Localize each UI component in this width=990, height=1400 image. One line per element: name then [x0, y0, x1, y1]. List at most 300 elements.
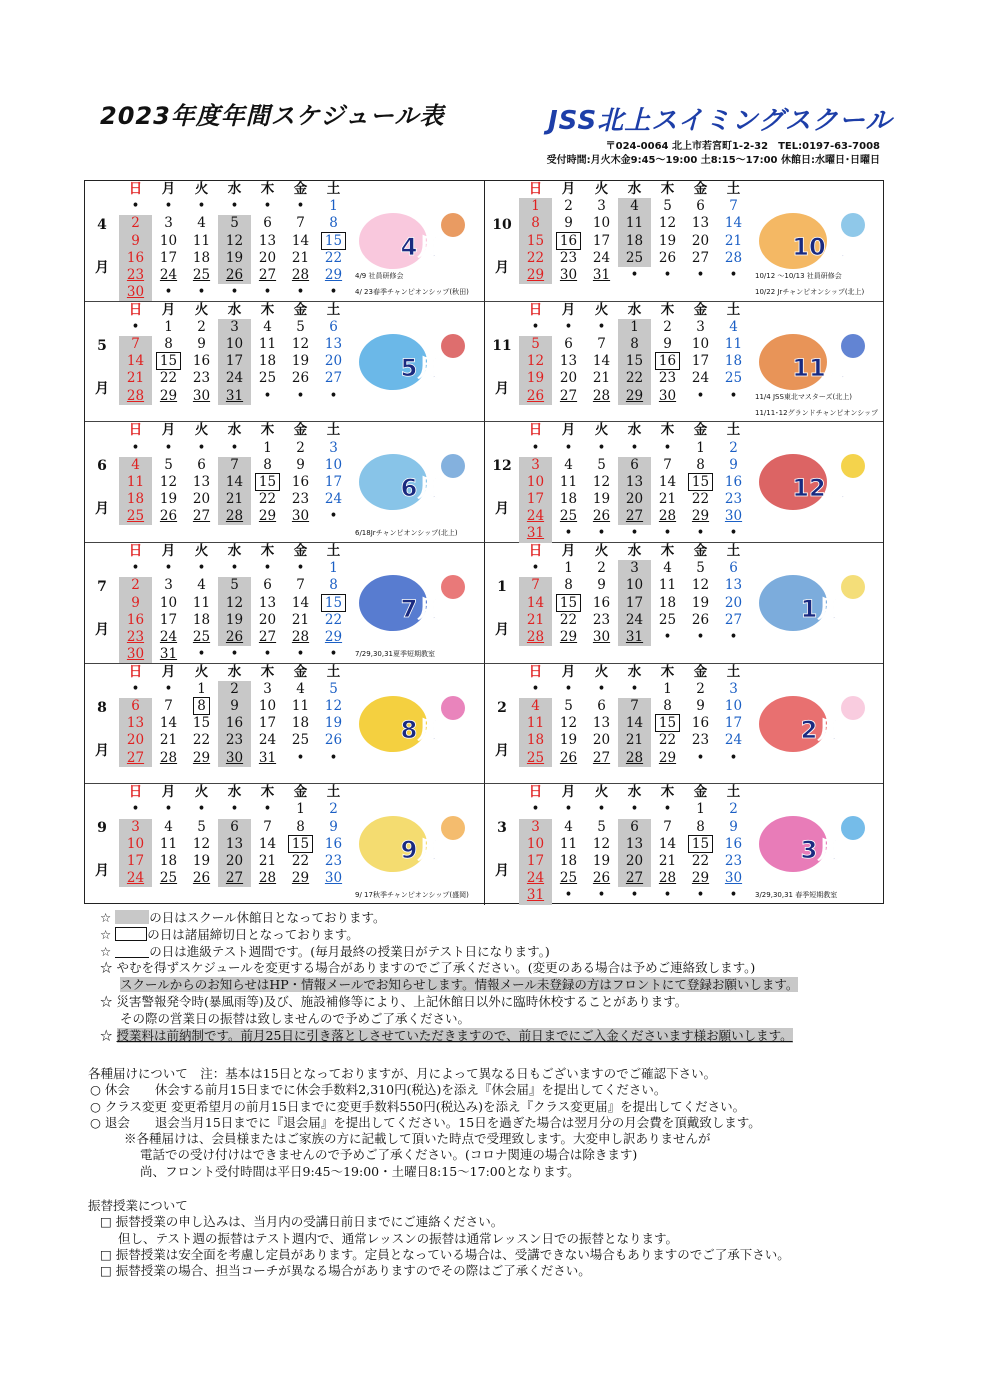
- calendar-day: 17: [691, 353, 710, 370]
- calendar-day: •: [131, 560, 140, 577]
- calendar-day: 2: [729, 439, 738, 456]
- calendar-day: •: [263, 198, 272, 215]
- calendar-day: •: [329, 749, 338, 766]
- calendar-day: 8: [329, 577, 338, 594]
- calendar-day: 7: [519, 577, 552, 594]
- weekday-header: 日: [128, 181, 143, 197]
- calendar-day: 9: [197, 336, 206, 353]
- calendar-day: •: [329, 387, 338, 404]
- calendar-day: 28: [618, 750, 651, 767]
- calendar-day: 22: [618, 370, 651, 387]
- weekday-header: 金: [693, 542, 708, 559]
- calendar-day: 13: [119, 715, 152, 732]
- calendar-day: 12: [218, 233, 251, 250]
- weekday-header: 木: [660, 422, 675, 439]
- calendar-day: 11: [258, 336, 277, 353]
- calendar-day: 28: [291, 628, 310, 645]
- legend: ☆ の日はスクール休館日となっております。 ☆ の日は諸届締切日となっております。 ☆ の日は進級テスト週間です。(毎月最終の授業日がテスト日になります。) ☆ やむを得ずスケジュールを変更する場合がありますのでご了承ください。(変更のある場合は予めご連絡致します。) スクールからのお知らせはHP・情報メールでお知らせします。情報メール未登録の方はフロントにて登録お願いします。 ☆ 災害警報発令時(暴風雨等)及び、施設補修等により、上記休館日以外に臨時休校することがあります。 その際の営業日の振替は致しませんので予めご了承ください。 ☆ 授業料は前納制です。前月25日に引き落としさせていただきますので、前日までにご入金くださいます様お願いします。: [100, 910, 799, 1043]
- calendar-day: 20: [618, 491, 651, 508]
- calendar-day: 13: [592, 715, 611, 732]
- calendar-day: •: [197, 198, 206, 215]
- calendar-day: 22: [159, 370, 178, 387]
- calendar-day: 11: [291, 698, 310, 714]
- weekday-header: 火: [194, 181, 209, 197]
- weekday-header: 月: [561, 784, 576, 801]
- calendar-day: 4: [164, 818, 173, 835]
- calendar-day: 28: [291, 266, 310, 283]
- calendar-day: 13: [559, 353, 578, 370]
- calendar-day: 27: [559, 387, 578, 404]
- calendar-day: •: [230, 560, 239, 577]
- calendar-day: 3: [519, 819, 552, 836]
- calendar-day: •: [230, 198, 239, 215]
- calendar-day: 18: [559, 491, 578, 508]
- calendar-day: 31: [618, 629, 651, 646]
- calendar-day: 14: [291, 594, 310, 611]
- calendar-day: 21: [119, 370, 152, 387]
- calendar-day: 16: [324, 835, 343, 852]
- calendar-day: 3: [696, 318, 705, 335]
- month-illustration-svg: [755, 203, 873, 273]
- weekday-header: 土: [726, 422, 741, 439]
- calendar-day: 5: [329, 680, 338, 697]
- calendar-day: 15: [651, 715, 684, 732]
- calendar-day: 13: [618, 836, 651, 853]
- month-illustration-svg: [355, 324, 473, 394]
- month-suffix: 月: [495, 501, 509, 518]
- calendar-day: 4: [296, 680, 305, 697]
- calendar-day: •: [296, 749, 305, 766]
- calendar-day: 6: [329, 318, 338, 335]
- calendar-day: 6: [618, 457, 651, 474]
- calendar-day: •: [630, 439, 639, 456]
- illustration-month-text: 10月: [792, 233, 850, 261]
- calendar-day: 19: [192, 853, 211, 870]
- calendar-day: 17: [618, 595, 651, 612]
- calendar-day: 9: [329, 818, 338, 835]
- weekday-header: 日: [128, 663, 143, 680]
- month-calendar: [119, 422, 351, 525]
- calendar-day: 19: [218, 250, 251, 267]
- calendar-day: 25: [559, 870, 578, 887]
- calendar-day: •: [696, 749, 705, 766]
- calendar-day: 3: [519, 457, 552, 474]
- calendar-day: 1: [564, 560, 573, 577]
- calendar-day: 7: [263, 818, 272, 835]
- calendar-day: 21: [618, 732, 651, 749]
- calendar-day: 18: [724, 353, 743, 370]
- calendar-day: 26: [159, 508, 178, 525]
- weekday-header: 火: [194, 422, 209, 439]
- calendar-day: 21: [592, 370, 611, 387]
- calendar-day: 7: [296, 577, 305, 594]
- calendar-day: 28: [592, 387, 611, 404]
- calendar-day: 25: [519, 750, 552, 767]
- weekday-header: 土: [326, 784, 341, 801]
- calendar-day: •: [197, 439, 206, 456]
- calendar-day: 9: [296, 456, 305, 473]
- calendar-day: 29: [324, 266, 343, 283]
- weekday-header: 木: [260, 301, 275, 318]
- month-suffix: 月: [95, 742, 109, 759]
- calendar-day: 8: [185, 698, 218, 715]
- illustration-accent: [841, 696, 865, 720]
- month-number: 9: [97, 820, 107, 837]
- calendar-day: 24: [519, 508, 552, 525]
- calendar-day: 26: [592, 508, 611, 525]
- calendar-day: 21: [218, 491, 251, 508]
- calendar-day: 14: [258, 835, 277, 852]
- calendar-day: 12: [592, 835, 611, 852]
- calendar-day: 11: [119, 474, 152, 491]
- calendar-day: 16: [691, 715, 710, 732]
- weekday-header: 土: [326, 301, 341, 318]
- calendar-day: 21: [291, 611, 310, 628]
- calendar-day: •: [630, 266, 639, 283]
- calendar-day: 1: [197, 680, 206, 697]
- calendar-day: •: [164, 439, 173, 456]
- calendar-day: 4: [263, 318, 272, 335]
- weekday-header: 月: [561, 301, 576, 318]
- calendar-day: 12: [559, 715, 578, 732]
- calendar-day: 22: [324, 249, 343, 266]
- calendar-day: 5: [296, 318, 305, 335]
- calendar-day: •: [131, 198, 140, 215]
- weekday-header: 月: [561, 422, 576, 439]
- month-calendar: [519, 422, 751, 542]
- illustration-accent: [841, 816, 865, 840]
- calendar-day: •: [531, 439, 540, 456]
- calendar-day: •: [696, 387, 705, 404]
- illustration-accent: [441, 816, 465, 840]
- illustration-month-text: 6月: [400, 474, 442, 503]
- calendar-day: •: [131, 318, 140, 335]
- calendar-day: 14: [658, 835, 677, 852]
- month-number: 3: [497, 820, 507, 837]
- calendar-day: 12: [324, 698, 343, 714]
- calendar-day: 4: [618, 198, 651, 215]
- weekday-header: 日: [128, 784, 143, 801]
- calendar-day: 18: [119, 491, 152, 508]
- calendar-day: 16: [592, 594, 611, 611]
- weekday-header: 土: [726, 663, 741, 680]
- calendar-day: 18: [559, 853, 578, 870]
- calendar-day: 26: [658, 249, 677, 266]
- calendar-day: 20: [258, 611, 277, 628]
- calendar-day: 30: [192, 387, 211, 404]
- month-suffix: 月: [495, 260, 509, 276]
- page-title: 2023年度年間スケジュール表: [100, 102, 445, 130]
- calendar-day: •: [197, 284, 206, 301]
- calendar-day: •: [630, 680, 639, 697]
- calendar-day: •: [329, 646, 338, 663]
- weekday-header: 土: [326, 422, 341, 439]
- calendar-day: 16: [119, 250, 152, 267]
- weekday-header: 月: [561, 542, 576, 559]
- calendar-day: 8: [519, 215, 552, 232]
- calendar-day: 7: [164, 698, 173, 714]
- calendar-day: 23: [724, 853, 743, 870]
- calendar-day: 1: [263, 439, 272, 456]
- calendar-day: 13: [618, 474, 651, 491]
- calendar-day: 24: [324, 491, 343, 508]
- calendar-day: •: [164, 560, 173, 577]
- calendar-day: 18: [192, 249, 211, 266]
- month-number: 12: [492, 458, 512, 475]
- calendar-day: 10: [119, 836, 152, 853]
- calendar-day: 31: [519, 525, 552, 542]
- calendar-day: 10: [592, 215, 611, 232]
- calendar-day: 13: [324, 336, 343, 353]
- calendar-day: 9: [597, 577, 606, 594]
- weekday-header: 水: [227, 181, 242, 197]
- calendar-day: •: [729, 387, 738, 404]
- calendar-day: •: [197, 801, 206, 818]
- weekday-header: 水: [227, 542, 242, 559]
- calendar-day: 19: [691, 594, 710, 611]
- calendar-day: •: [296, 387, 305, 404]
- weekday-header: 月: [561, 181, 576, 197]
- calendar-day: 28: [658, 508, 677, 525]
- calendar-day: 11: [519, 715, 552, 732]
- calendar-day: 27: [324, 370, 343, 387]
- weekday-header: 土: [726, 181, 741, 197]
- calendar-day: 21: [258, 853, 277, 870]
- month-number: 5: [97, 337, 107, 354]
- calendar-day: 24: [159, 266, 178, 283]
- calendar-day: •: [164, 284, 173, 301]
- calendar-day: •: [564, 887, 573, 904]
- calendar-day: 23: [119, 267, 152, 284]
- month-block-8: [85, 664, 485, 785]
- calendar-day: •: [230, 801, 239, 818]
- weekday-header: 火: [594, 663, 609, 680]
- calendar-day: 30: [119, 646, 152, 663]
- calendar-day: 11: [559, 835, 578, 852]
- calendar-day: •: [729, 749, 738, 766]
- calendar-day: 30: [658, 387, 677, 404]
- month-illustration-svg: [355, 686, 473, 756]
- month-calendar: [119, 784, 351, 887]
- calendar-day: 27: [192, 508, 211, 525]
- calendar-day: 30: [119, 284, 152, 301]
- notification-rules: 各種届けについて 注：基本は15日となっておりますが、月によって異なる日もございますのでご確認下さい。 ○ 休会 休会する前月15日までに休会手数料2,310円(税込)を添え『休会届』を提出してください。 ○ クラス変更 変更希望月の前月15日までに変更手数料550円(税込み)を添え『クラス変更届』を提出してください。 ○ 退会 退会当月15日までに『退会届』を提出してください。15日を過ぎた場合は翌月分の月会費を頂戴致します。 ※各種届けは、会員様またはご家族の方に記載して頂いた時点で受理致します。大変申し訳ありませんが 電話での受け付けはできませんので予めご了承ください。(コロナ関連の場合は除きます) 尚、フロント受付時間は平日9:45～19:00・土曜日8:15～17:00となります。: [88, 1066, 761, 1179]
- calendar-day: 14: [592, 353, 611, 370]
- calendar-day: 5: [597, 818, 606, 835]
- month-illustration: [755, 444, 873, 514]
- calendar-day: 5: [164, 456, 173, 473]
- calendar-day: 27: [724, 611, 743, 628]
- calendar-day: 19: [592, 853, 611, 870]
- month-suffix: 月: [95, 621, 109, 638]
- weekday-header: 火: [194, 301, 209, 318]
- calendar-day: 12: [519, 353, 552, 370]
- calendar-day: •: [729, 525, 738, 542]
- calendar-day: 7: [663, 456, 672, 473]
- calendar-day: 18: [258, 353, 277, 370]
- calendar-day: 20: [218, 853, 251, 870]
- calendar-day: •: [131, 439, 140, 456]
- calendar-day: 17: [218, 353, 251, 370]
- calendar-day: •: [663, 525, 672, 542]
- weekday-header: 日: [128, 542, 143, 559]
- weekday-header: 水: [627, 784, 642, 801]
- calendar-day: 24: [592, 249, 611, 266]
- calendar-day: •: [531, 318, 540, 335]
- calendar-day: 16: [192, 353, 211, 370]
- month-calendar: [519, 302, 751, 405]
- month-calendar: [519, 181, 751, 284]
- calendar-day: 9: [663, 336, 672, 353]
- weekday-header: 日: [128, 422, 143, 439]
- month-illustration: [355, 565, 473, 635]
- calendar-day: 5: [197, 818, 206, 835]
- month-suffix: 月: [95, 863, 109, 880]
- month-illustration-svg: [755, 444, 873, 514]
- calendar-day: 20: [324, 353, 343, 370]
- month-illustration-svg: [755, 324, 873, 394]
- calendar-day: 14: [724, 215, 743, 232]
- month-block-3: [485, 784, 883, 905]
- calendar-day: 13: [258, 232, 277, 249]
- calendar-day: 5: [519, 336, 552, 353]
- calendar-day: 25: [192, 266, 211, 283]
- weekday-header: 月: [561, 663, 576, 680]
- weekday-header: 月: [161, 422, 176, 439]
- brand-name: JSS北上スイミングスクール: [548, 106, 893, 136]
- calendar-day: •: [597, 439, 606, 456]
- calendar-day: 21: [658, 853, 677, 870]
- calendar-day: 23: [592, 611, 611, 628]
- weekday-header: 火: [594, 422, 609, 439]
- calendar-day: •: [230, 646, 239, 663]
- calendar-day: 27: [119, 750, 152, 767]
- calendar-day: 6: [263, 577, 272, 594]
- month-suffix: 月: [95, 501, 109, 518]
- month-suffix: 月: [95, 260, 109, 276]
- weekday-header: 木: [260, 181, 275, 197]
- calendar-day: 9: [119, 233, 152, 250]
- calendar-day: 29: [559, 628, 578, 645]
- calendar-day: 12: [192, 835, 211, 852]
- weekday-header: 水: [627, 542, 642, 559]
- month-illustration-svg: [355, 444, 473, 514]
- calendar-day: 11: [559, 473, 578, 490]
- calendar-day: 6: [696, 198, 705, 215]
- calendar-day: 15: [317, 595, 350, 612]
- calendar-day: 17: [724, 715, 743, 732]
- calendar-day: 8: [696, 456, 705, 473]
- calendar-day: •: [263, 387, 272, 404]
- calendar-day: 5: [663, 198, 672, 215]
- calendar-day: 25: [724, 370, 743, 387]
- month-illustration: [355, 444, 473, 514]
- weekday-header: 火: [194, 542, 209, 559]
- weekday-header: 月: [161, 542, 176, 559]
- calendar-day: •: [630, 801, 639, 818]
- calendar-day: 30: [218, 750, 251, 767]
- calendar-day: 7: [729, 198, 738, 215]
- calendar-day: 2: [663, 318, 672, 335]
- calendar-day: •: [564, 680, 573, 697]
- calendar-day: 10: [618, 577, 651, 594]
- calendar-day: 27: [618, 508, 651, 525]
- calendar-day: 28: [218, 508, 251, 525]
- month-illustration-svg: [355, 565, 473, 635]
- calendar-day: •: [696, 628, 705, 645]
- weekday-header: 木: [260, 422, 275, 439]
- month-block-10: [485, 181, 883, 302]
- address: 〒024-0064 北上市若宮町1-2-32 TEL:0197-63-7008: [605, 141, 880, 152]
- calendar-day: •: [329, 508, 338, 525]
- calendar-day: 10: [691, 336, 710, 353]
- illustration-month-text: 12月: [792, 474, 850, 503]
- calendar-day: 31: [519, 887, 552, 904]
- calendar-day: 18: [192, 611, 211, 628]
- illustration-month-text: 4月: [400, 233, 442, 261]
- calendar-day: 5: [564, 698, 573, 714]
- weekday-header: 火: [594, 784, 609, 801]
- calendar-day: 24: [519, 870, 552, 887]
- calendar-day: 8: [263, 456, 272, 473]
- weekday-header: 土: [326, 542, 341, 559]
- weekday-header: 火: [194, 663, 209, 680]
- calendar-day: •: [564, 318, 573, 335]
- calendar-day: 30: [559, 266, 578, 283]
- calendar-day: 20: [724, 594, 743, 611]
- calendar-day: 3: [218, 319, 251, 336]
- weekday-header: 日: [528, 784, 543, 801]
- calendar-day: 23: [724, 491, 743, 508]
- calendar-day: 16: [119, 612, 152, 629]
- month-illustration-svg: [755, 806, 873, 876]
- calendar-day: 10: [324, 456, 343, 473]
- calendar-day: 13: [218, 836, 251, 853]
- illustration-accent: [441, 213, 465, 237]
- calendar-day: 14: [618, 715, 651, 732]
- calendar-day: 22: [291, 853, 310, 870]
- calendar-day: 14: [119, 353, 152, 370]
- calendar-day: 26: [218, 267, 251, 284]
- weekday-header: 日: [528, 422, 543, 439]
- illustration-month-text: 8月: [400, 715, 442, 744]
- weekday-header: 日: [528, 181, 543, 197]
- calendar-day: •: [296, 284, 305, 301]
- weekday-header: 木: [660, 301, 675, 318]
- calendar-day: 27: [691, 249, 710, 266]
- calendar-day: 26: [592, 870, 611, 887]
- calendar-day: 2: [119, 577, 152, 594]
- calendar-day: 9: [729, 456, 738, 473]
- calendar-day: 1: [329, 560, 338, 577]
- calendar-day: 25: [658, 611, 677, 628]
- weekday-header: 木: [660, 542, 675, 559]
- calendar-day: 11: [192, 594, 211, 611]
- calendar-day: 26: [559, 749, 578, 766]
- month-block-1: [485, 543, 883, 664]
- weekday-header: 水: [627, 663, 642, 680]
- month-calendar: [119, 181, 351, 301]
- calendar-day: 28: [724, 249, 743, 266]
- calendar-day: 1: [696, 439, 705, 456]
- weekday-header: 火: [594, 542, 609, 559]
- calendar-day: 10: [724, 698, 743, 714]
- calendar-day: 5: [218, 215, 251, 232]
- calendar-day: 5: [218, 577, 251, 594]
- calendar-day: 30: [291, 508, 310, 525]
- weekday-header: 月: [161, 301, 176, 318]
- calendar-day: •: [696, 887, 705, 904]
